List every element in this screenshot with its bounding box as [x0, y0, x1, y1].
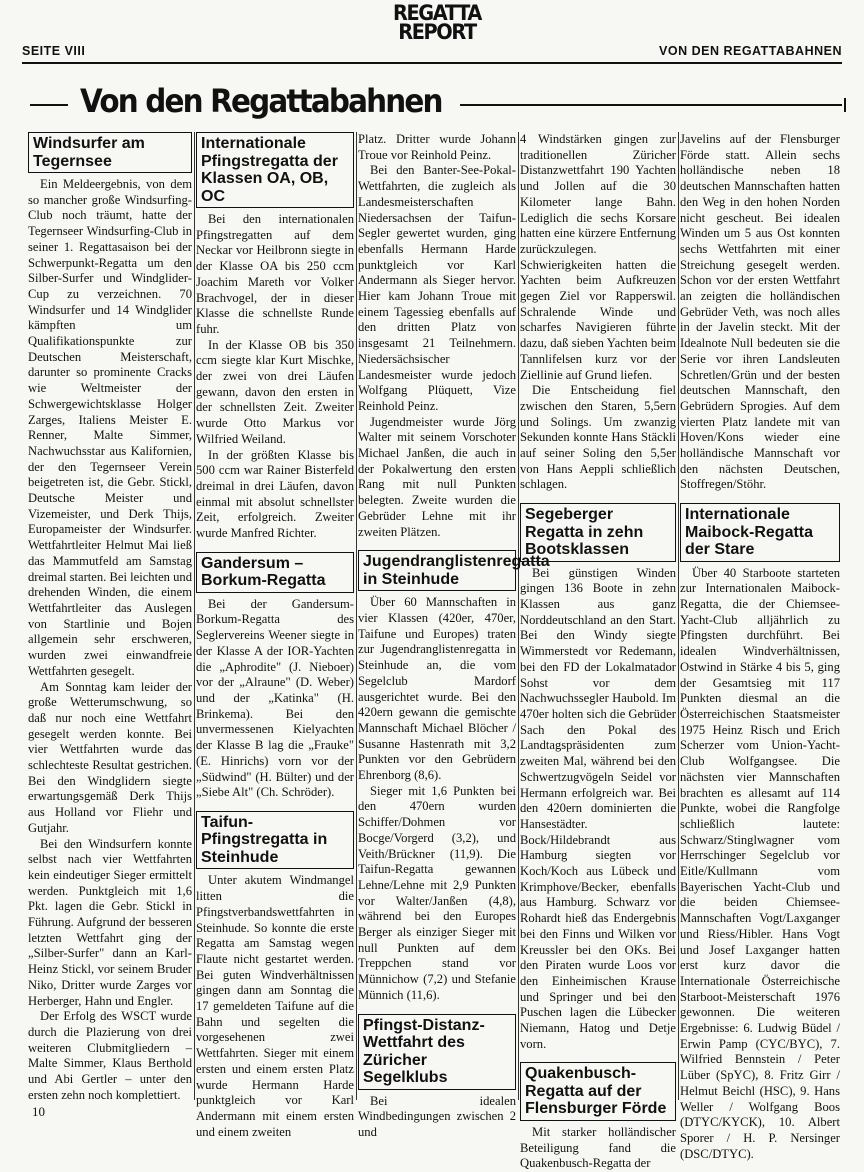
column-5: [680, 132, 840, 1161]
column-divider: [194, 132, 195, 1100]
header-rule: [22, 62, 842, 64]
headline-segeberger: Segeberger Regatta in zehn Bootsklassen: [525, 506, 644, 559]
headline-box: [196, 811, 354, 870]
paragraph: Bei der Gandersum-Borkum-Regatta des Seglervereins Weener siegte in der Klasse A der IOR-Yachten die „Aphrodite" (J. Nieboer) vor der „Alraune" (D. Weber) und der „Katinka" (H. Brinkema). Bei den unvermessenen Kielyachten der Klasse B lag die „Frauke" (E. Hinrichs) vorn vor der „Südwind" (H. Bülter) und der „Siebe Alt" (Ch. Schröder).: [196, 596, 354, 800]
paragraph: Unter akutem Windmangel litten die Pfingstverbandswettfahrten in Steinhude. So konnte die erste Regatta am Samstag wegen Flaute nicht gestartet werden. Bei guten Windverhältnissen gingen dann am Sonntag die 17 gemeldeten Taifune auf die Bahn und segelten die vorgesehenen zwei Wettfahrten. Sieger mit einem ersten und einem ersten Platz wurde Hermann Harde punktgleich vor Karl Andermann mit einem ersten und einem zweiten: [196, 873, 354, 1139]
column-3: [358, 132, 550, 1139]
paragraph: Über 60 Mannschaften in vier Klassen (420er, 470er, Taifune und Europes) traten zur Jugendranglistenregatta in Steinhude an, die vom Segelclub Mardorf ausgerichtet wurde. Bei den 420ern gewann die gemischte Mannschaft Michael Blöcher / Susanne Hastenrath mit 3,2 Punkten vor den Gebrüdern Ehrenborg (8,6).: [358, 595, 516, 783]
paragraph: In der Klasse OB bis 350 ccm siegte klar Kurt Mischke, der zwei von drei Läufen gewann, davon den ersten in der schnellsten Zeit. Zweiter wurde Otto Markus vor Wilfried Weiland.: [196, 337, 354, 446]
headline-pfingst-oa: Internationale Pfingstregatta der Klassen OA, OB, OC: [201, 135, 338, 205]
paragraph: Der Erfolg des WSCT wurde durch die Plazierung von drei weiteren Clubmitgliedern – Malte Simmer, Klaus Berthold und Abi Gertler – unter den ersten zehn noch komplettiert.: [28, 1009, 192, 1102]
magazine-logo: [386, 1, 487, 44]
headline-box: [358, 1014, 516, 1090]
headline-box: [28, 132, 192, 173]
column-2: [196, 132, 354, 1139]
headline-box: [520, 503, 676, 562]
paragraph: Sieger mit 1,6 Punkten bei den 470ern wurden Schiffer/Dohmen vor Bocge/Vorgerd (3,2), und Veith/Brückner (11,9). Die Taifun-Regatta gewannen Lehne/Lehne mit 2,9 Punkten vor Walter/Janßen (4,8), während bei den Europes Berger als einziger Sieger mit null Punkten auf dem Treppchen stand vor Münnichow (7,2) und Stefanie Münnich (11,6).: [358, 783, 516, 1002]
column-1: [28, 132, 192, 1100]
paragraph: Über 40 Starboote starteten zur Internationalen Maibock-Regatta, die der Chiemsee-Yacht-Club alljährlich zu Pfingsten durchführt. Bei idealen Windverhältnissen, Ostwind in Stärke 4 bis 5, ging der Gesamtsieg mit 117 Punkten diesmal an die Österreichischen Staatsmeister 1975 Heinz Risch und Erich Scherzer vom Union-Yacht-Club Wolfgangsee. Die nächsten vier Mannschaften brachten es allesamt auf 114 Punkte, wobei die Rangfolge schließlich lautete: Schwarz/Stinglwagner vom Herrschinger Segelclub vor Eitle/Kullmann vom Bayerischen Yacht-Club und die beiden Chiemsee-Mannschaften Vogt/Laxganger und Riess/Hibler. Hans Vogt und Josef Laxganger hatten erst kurz davor die Internationale Österreichische Starboot-Meisterschaft 1976 gewonnen. Die weiteren Ergebnisse: 6. Ludwig Büdel / Erwin Pamp (CYC/BYC), 7. Wilfried Bennstein / Peter Lüber (SpYC), 8. Fritz Girr / Helmut Beichl (HSC), 9. Hans Weller / Wolfgang Boos (DTYC/KYCK), 10. Albert Sporer / H. P. Nersinger (DSC/DTYC).: [680, 565, 840, 1161]
paragraph: Bei den Banter-See-Pokal-Wettfahrten, die zugleich als Landesmeisterschaften Niedersachsen der Taifun-Segler gewertet wurden, ging ebenfalls Hermann Harde punktgleich vor Karl Andermann als Sieger hervor. Hier kam Johann Troue mit einem Tagessieg ebenfalls auf den dritten Platz von insgesamt 21 Teilnehmern. Niedersächsischer Landesmeister wurde jedoch Wolfgang Plüquett, Vize Reinhold Peinz.: [358, 163, 516, 413]
paragraph: Bei den Windsurfern konnte selbst nach vier Wettfahrten kein eindeutiger Sieger ermittelt werden. Punktgleich mit 1,6 Pkt. lagen die Gebr. Stickl in Führung. Aufgrund der besseren letzten Wettfahrt ging der „Silber-Surfer" dann an Karl-Heinz Stickl, vor seinem Bruder Niko, Dritter wurde Zarges vor Herberger, Hahn und Engler.: [28, 836, 192, 1008]
headline-taifun: Taifun-Pfingstregatta in Steinhude: [201, 813, 328, 866]
headline-box: [520, 1062, 676, 1121]
paragraph: Bei idealen Windbedingungen zwischen 2 und: [358, 1093, 516, 1139]
headline-pfingst-distanz: Pfingst-Distanz-Wettfahrt des Züricher Segelklubs: [363, 1016, 485, 1087]
paragraph: In der größten Klasse bis 500 ccm war Rainer Bisterfeld dreimal in drei Läufen, davon einmal mit absolut schnellster Zeit, erfolgreich. Zweiter wurde Manfred Richter.: [196, 447, 354, 541]
paragraph: Platz. Dritter wurde Johann Troue vor Reinhold Peinz.: [358, 132, 516, 162]
title-rule-end: [844, 98, 846, 112]
headline-quakenbusch: Quakenbusch-Regatta auf der Flensburger Förde: [525, 1065, 667, 1118]
page-section-label: SEITE VIII: [22, 44, 86, 58]
headline-box: [196, 132, 354, 208]
column-divider: [356, 132, 357, 1100]
headline-box: [358, 550, 550, 591]
column-divider: [518, 132, 519, 1100]
paragraph: Jugendmeister wurde Jörg Walter mit seinem Vorschoter Michael Janßen, die auch in der Pokalwertung den ersten Rang mit null Punkten belegten. Zweite wurden die Gebrüder Lehne mit ihr zweiten Plätzen.: [358, 414, 516, 539]
logo-line-top: REGATTA: [392, 1, 481, 25]
logo-line-bottom: REPORT: [398, 20, 476, 44]
paragraph: 4 Windstärken gingen zur traditionellen Züricher Distanzwettfahrt 190 Yachten und Jollen auf die 30 Kilometer lange Bahn. Lediglich die sechs Korsare hatten eine kürzere Entfernung zurückzulegen. Schwierigkeiten hatten die Yachten beim Aufkreuzen gegen Ziel vor Rapperswil. Schralende Winde und scharfes Navigieren führte dazu, daß sieben Yachten beim Tannlifelsen kurz vor der Ziellinie auf Grund liefen.: [520, 132, 676, 382]
page-number: 10: [32, 1104, 45, 1119]
title-rule-left: [30, 104, 68, 106]
headline-gandersum: Gandersum – Borkum-Regatta: [201, 554, 326, 590]
headline-box: [196, 552, 354, 593]
column-divider: [678, 132, 679, 1100]
paragraph: Javelins auf der Flensburger Förde statt. Allein sechs holländische neben 18 deutschen Mannschaften hatten den Weg in den hohen Norden nicht gescheut. Bei idealen Winden um 5 aus Ost konnten sechs Wettfahrten mit einer Streichung gesegelt werden. Schon vor der ersten Wettfahrt an zeigten die holländischen Gebrüder Veth, was noch alles in der Javelin steckt. Mit der Idealnote Null bedeuten sie die Serie vor ihren Landsleuten Schretlen/Grün und der besten deutschen Mannschaft, den Gebrüdern Sprogies. Auf dem vierten Platz landete mit van Hoven/Kons wieder eine holländische Mannschaft vor den nächsten Deutschen, Stoffregen/Stöhr.: [680, 132, 840, 492]
headline-box: [680, 503, 840, 562]
paragraph: Die Entscheidung fiel zwischen den Staren, 5,5ern und Solings. Um zwanzig Sekunden konnte Hans Stäckli auf seiner Soling den 5,5er von Hans Aeppli schließlich schlagen.: [520, 383, 676, 492]
title-rule-right: [460, 104, 842, 106]
paragraph: Bei den internationalen Pfingstregatten auf dem Neckar vor Heilbronn siegte in der Klasse OA bis 250 ccm Joachim Mareth vor Volker Brachvogel, der in dieser Klasse die schnellste Runde fuhr.: [196, 212, 354, 336]
paragraph: Am Sonntag kam leider der große Wetterumschwung, so daß nur noch eine Wettfahrt gesegelt werden konnte. Bei vier Wettfahrten wurde das schlechteste Resultat gestrichen. Bei den Windglidern siegte erwartungsgemäß Derk Thijs aus Holland vor Fliehr und Gutjahr.: [28, 679, 192, 835]
headline-windsurfer: Windsurfer am Tegernsee: [33, 135, 145, 170]
column-4: [520, 132, 676, 1171]
headline-jugend: Jugendranglistenregatta in Steinhude: [363, 553, 550, 588]
page-title: Von den Regattabahnen: [80, 82, 442, 120]
page-section-title: VON DEN REGATTABAHNEN: [659, 44, 842, 58]
paragraph: Ein Meldeergebnis, von dem so mancher große Windsurfing-Club noch träumt, hatte der Tegernseer Windsurfing-Club in seiner 1. Regattasaison bei der Schwerpunkt-Regatta um den Silber-Surfer und Windglider-Cup zu verzeichnen. 70 Windsurfer und 14 Windglider kämpften um Qualifikationspunkte zur Deutschen Meisterschaft, darunter so prominente Cracks wie Weltmeister der Schwergewichtsklasse Holger Zarges, Italiens Meister E. Renner, Malte Simmer, Nachwuchsstar aus Kalifornien, der den Tegernseer Verein beigetreten ist, die Gebr. Stickl, Deutsche Meister und Vizemeister, und Derk Thijs, Europameister der Windsurfer. Wettfahrtleiter Helmut Mai ließ das Mammutfeld am Samstag dreimal starten. Bei leichten und drehenden Winden, die einem Wettfahrtleiter das Auslegen von Startlinie und Bojen allgemein sehr erschweren, wurden zwei einwandfreie Wettfahrten gesegelt.: [28, 177, 193, 678]
headline-maibock: Internationale Maibock-Regatta der Stare: [685, 506, 814, 559]
paragraph: Mit starker holländischer Beteiligung fand die Quakenbusch-Regatta der: [520, 1124, 676, 1171]
paragraph: Bei günstigen Winden gingen 136 Boote in zehn Klassen aus ganz Norddeutschland an den Start. Bei den Windy siegte Wimmerstedt vor Redemann, bei den FD der Lokalmatador Sohst vor dem Nachwuchssegler Haubold. Im 470er holten sich die Gebrüder Sach den Pokal des Landtagspräsidenten zum zweiten Mal, während bei den Schwertzugvögeln Seidel vor Hermann erfolgreich war. Bei den 420ern dominierten die Hansestädter. Bock/Hildebrandt aus Hamburg siegten vor Koch/Koch aus Lübeck und Krimphove/Becker, ebenfalls aus Hamburg. Schwarz vor Rohardt hieß das Endergebnis bei den Finns und Wilken vor Kreussler bei den OKs. Bei den Piraten wurde Loos vor den Einheimischen Krause und Springer und bei den Puschen lagen die Lübecker Niemann, Hatog und Detje vorn.: [520, 565, 676, 1051]
